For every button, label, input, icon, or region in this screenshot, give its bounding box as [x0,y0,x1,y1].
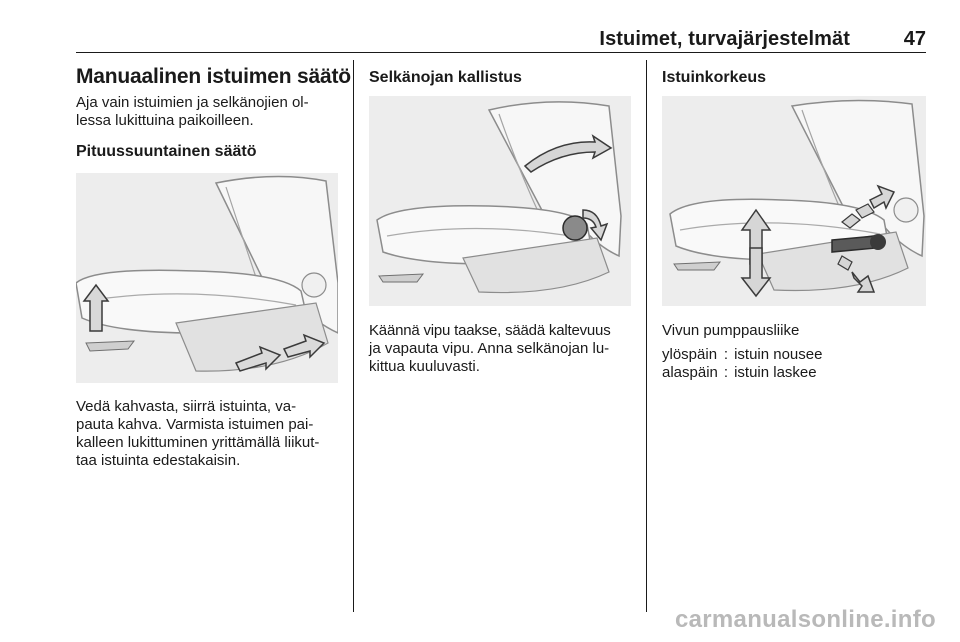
column-3 [662,64,926,88]
table-row [662,346,822,364]
column-divider-2 [646,60,647,612]
subheading-height: Istuinkorkeus [662,69,767,86]
column-2 [369,64,639,88]
pump-motion-text: Vivun pumppausliike [662,322,800,339]
table-row [662,364,822,382]
column-2-body [369,322,639,376]
intro-line-1: Aja vain istuimien ja selkänojien ol- [76,94,309,111]
separator: : [723,346,729,363]
height-table [662,346,822,382]
body-line-1: Vedä kahvasta, siirrä istuinta, va- [76,398,297,415]
body-line-3: kittua kuuluvasti. [369,358,480,375]
body-line-1: Käännä vipu taakse, säädä kaltevuus [369,322,611,339]
direction-result: istuin nousee [734,346,823,363]
column-3-body [662,322,926,382]
separator: : [723,364,729,381]
direction-label: ylöspäin [662,346,718,363]
page-header [76,28,926,50]
intro-line-2: lessa lukittuina paikoilleen. [76,112,254,129]
direction-result: istuin laskee [734,364,817,381]
watermark: carmanualsonline.info [674,606,936,633]
subheading-backrest: Selkänojan kallistus [369,69,522,86]
seat-height-figure [662,96,926,306]
main-heading: Manuaalinen istuimen säätö [76,65,351,88]
body-line-2: ja vapauta vipu. Anna selkänojan lu- [369,340,610,357]
subheading-longitudinal: Pituussuuntainen säätö [76,143,257,160]
body-line-4: taa istuinta edestakaisin. [76,452,241,469]
backrest-recline-figure [369,96,631,306]
direction-label: alaspäin [662,364,718,381]
section-title: Istuimet, turvajärjestelmät [599,28,850,50]
page-number: 47 [903,28,926,50]
column-1 [76,64,351,162]
body-line-2: pauta kahva. Varmista istuimen pai- [76,416,314,433]
seat-longitudinal-figure [76,173,338,383]
header-rule [76,52,926,53]
column-divider-1 [353,60,354,612]
body-line-3: kalleen lukittuminen yrittämällä liikut- [76,434,320,451]
column-1-body [76,398,348,470]
